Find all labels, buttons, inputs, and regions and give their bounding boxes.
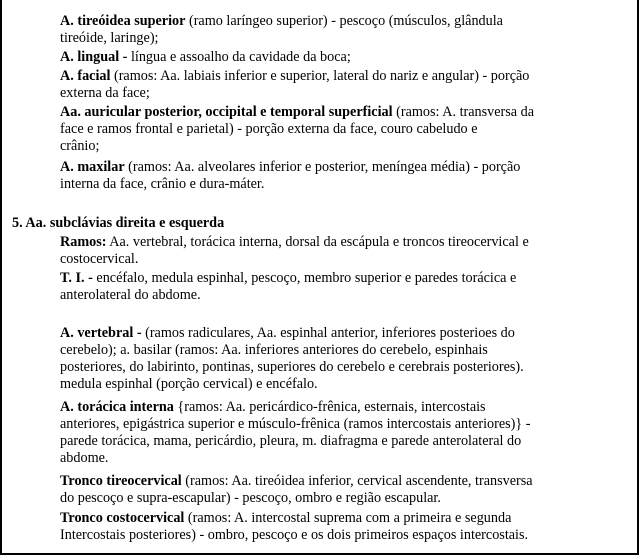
entry-line: externa da face; bbox=[60, 85, 150, 101]
entry-heading: Aa. auricular posterior, occipital e temporal superficial bbox=[60, 104, 393, 120]
entry-tronco-costocervical bbox=[60, 510, 528, 544]
entry-line bbox=[60, 473, 533, 490]
entry-text: (ramos: Aa. tireóidea inferior, cervical ascendente, transversa bbox=[181, 473, 533, 489]
entry-line bbox=[60, 270, 516, 287]
entry-heading: A. vertebral - bbox=[60, 325, 142, 341]
entry-line bbox=[60, 510, 528, 527]
entry-line: parede torácica, mama, pericárdio, pleura, m. diafragma e parede anterolateral do bbox=[60, 433, 522, 449]
entry-line: costocervical. bbox=[60, 251, 139, 267]
entry-tronco-tireocervical bbox=[60, 473, 533, 507]
entry-line: anterolateral do abdome. bbox=[60, 287, 201, 303]
entry-line: anteriores, epigástrica superior e músculo-frênica (ramos intercostais anteriores)} - bbox=[60, 416, 531, 432]
entry-line bbox=[60, 325, 524, 342]
entry-line: do pescoço e supra-escapular) - pescoço, ombro e região escapular. bbox=[60, 490, 441, 506]
entry-text: (ramos: A. intercostal suprema com a primeira e segunda bbox=[184, 510, 512, 526]
entry-line bbox=[60, 234, 529, 251]
entry-tireoidea-superior bbox=[60, 13, 503, 47]
entry-facial bbox=[60, 68, 529, 102]
entry-ramos bbox=[60, 234, 529, 268]
entry-line: cerebelo); a. basilar (ramos: Aa. inferiores anteriores do cerebelo, espinhais bbox=[60, 342, 488, 358]
entry-line: face e ramos frontal e parietal) - porção externa da face, couro cabeludo e bbox=[60, 121, 478, 137]
entry-heading: A. maxilar bbox=[60, 159, 125, 175]
entry-territorio-irrigacao bbox=[60, 270, 516, 304]
entry-heading: A. facial bbox=[60, 68, 111, 84]
entry-line: interna da face, crânio e dura-máter. bbox=[60, 176, 265, 192]
section-title: 5. Aa. subclávias direita e esquerda bbox=[12, 215, 225, 231]
entry-text: (ramos: A. transversa da bbox=[392, 104, 535, 120]
entry-line bbox=[60, 104, 534, 121]
entry-line: Intercostais posteriores) - ombro, pescoço e os dois primeiros espaços intercostais. bbox=[60, 527, 529, 543]
entry-line bbox=[60, 49, 351, 66]
entry-line bbox=[60, 159, 520, 176]
entry-text: língua e assoalho da cavidade da boca; bbox=[127, 49, 351, 65]
entry-line: crânio; bbox=[60, 138, 100, 154]
entry-line bbox=[60, 68, 529, 85]
entry-text: (ramo laríngeo superior) - pescoço (músculos, glândula bbox=[185, 13, 503, 29]
entry-line bbox=[60, 399, 530, 416]
entry-text: {ramos: Aa. pericárdico-frênica, esternais, intercostais bbox=[173, 399, 486, 415]
entry-heading: Ramos: bbox=[60, 234, 107, 250]
entry-auricular-occipital-temporal bbox=[60, 104, 534, 155]
entry-toracica-interna bbox=[60, 399, 530, 467]
entry-vertebral bbox=[60, 325, 524, 393]
entry-heading: T. I. - bbox=[60, 270, 93, 286]
entry-heading: A. torácica interna bbox=[60, 399, 174, 415]
entry-heading: Tronco costocervical bbox=[60, 510, 185, 526]
entry-text: Aa. vertebral, torácica interna, dorsal da escápula e troncos tireocervical e bbox=[106, 234, 529, 250]
entry-text: (ramos: Aa. alveolares inferior e posterior, meníngea média) - porção bbox=[124, 159, 521, 175]
entry-line: tireóide, laringe); bbox=[60, 30, 159, 46]
entry-lingual bbox=[60, 49, 351, 66]
entry-line bbox=[60, 13, 503, 30]
entry-line: posteriores, do labirinto, pontinas, superiores do cerebelo e cerebrais posteriores). bbox=[60, 359, 524, 375]
entry-line: medula espinhal (porção cervical) e encéfalo. bbox=[60, 376, 318, 392]
entry-heading: A. lingual - bbox=[60, 49, 128, 65]
entry-text: (ramos: Aa. labiais inferior e superior, lateral do nariz e angular) - porção bbox=[110, 68, 530, 84]
entry-text: encéfalo, medula espinhal, pescoço, membro superior e paredes torácica e bbox=[92, 270, 517, 286]
entry-text: (ramos radiculares, Aa. espinhal anterior, inferiores posterioes do bbox=[141, 325, 515, 341]
entry-heading: A. tireóidea superior bbox=[60, 13, 186, 29]
entry-line: abdome. bbox=[60, 450, 109, 466]
entry-maxilar bbox=[60, 159, 520, 193]
section-heading bbox=[12, 215, 224, 232]
entry-heading: Tronco tireocervical bbox=[60, 473, 182, 489]
